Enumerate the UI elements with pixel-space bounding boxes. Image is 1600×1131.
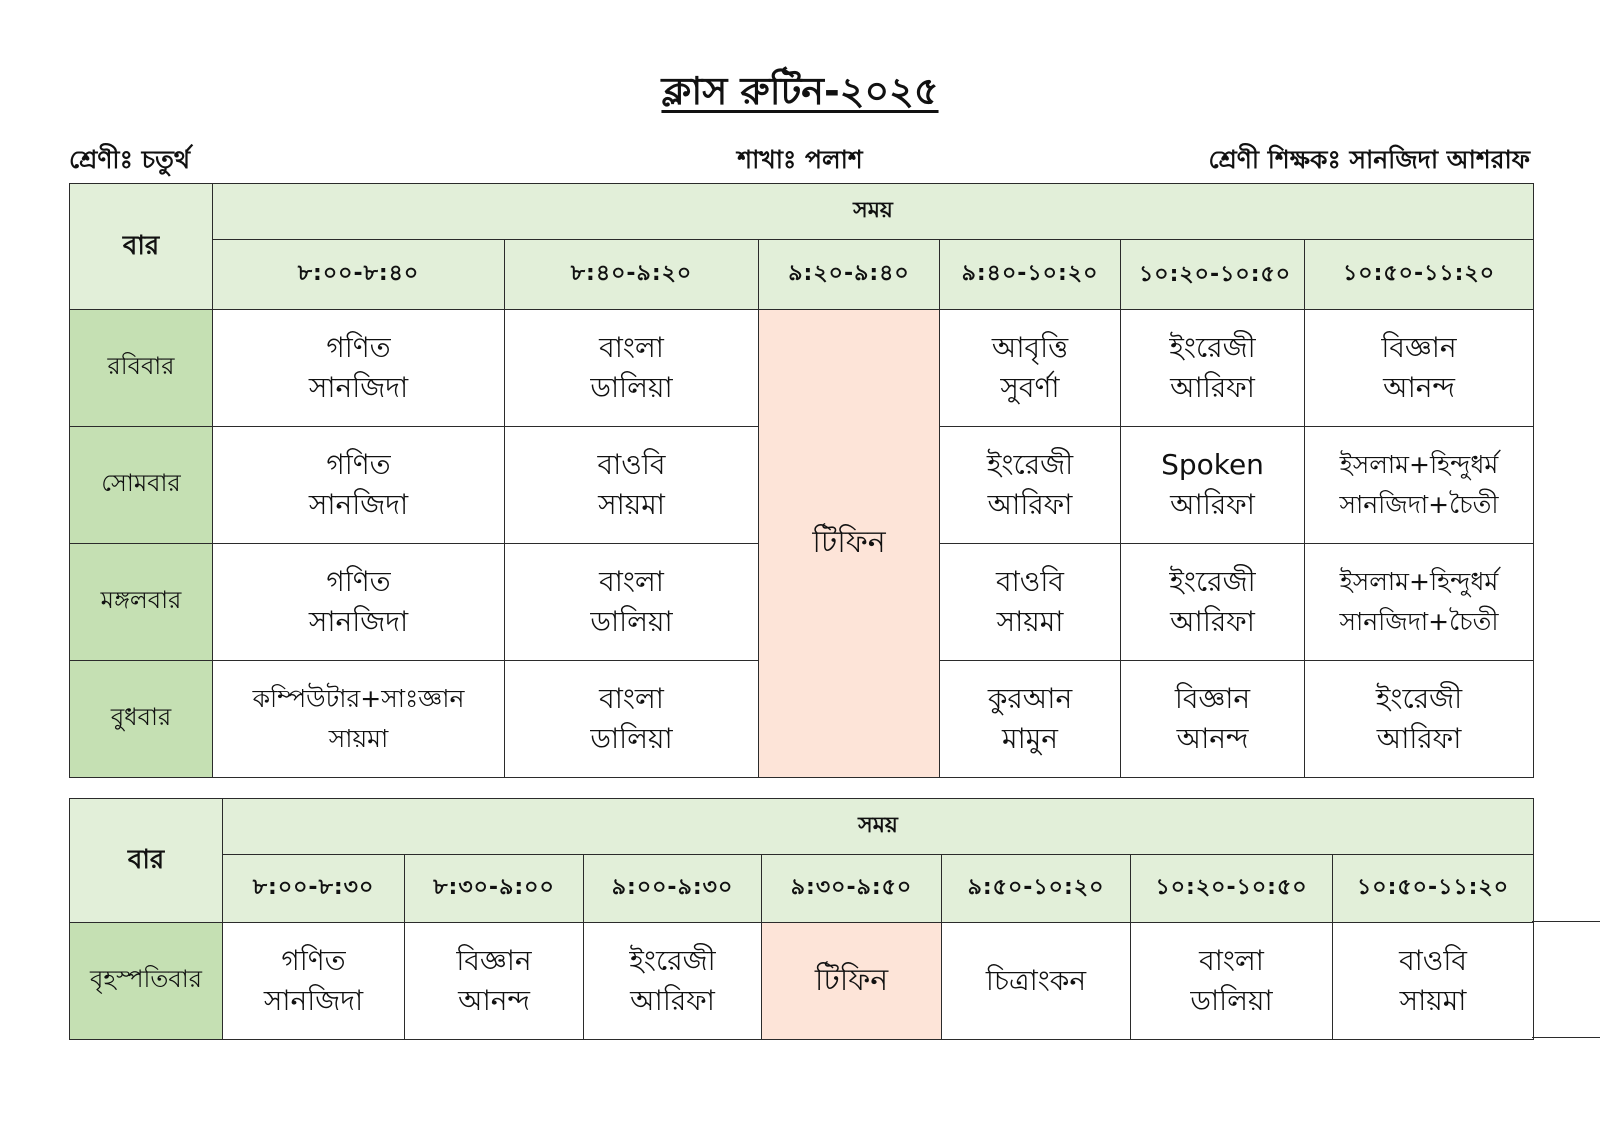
teacher: আনন্দ (1383, 371, 1455, 404)
period-cell (505, 661, 759, 778)
period-cell (505, 310, 759, 427)
time-slot-header: ১০:৫০-১১:২০ (1305, 240, 1534, 310)
subject: বাংলা (1199, 944, 1264, 977)
day-column-header: বার (70, 799, 223, 923)
period-cell (942, 923, 1131, 1040)
teacher: সানজিদা+চৈতী (1339, 490, 1499, 519)
teacher: সানজিদা (308, 605, 409, 638)
period-cell (505, 427, 759, 544)
time-slot-header: ৯:২০-৯:৪০ (759, 240, 940, 310)
period-cell (213, 427, 505, 544)
period-cell (1333, 923, 1534, 1040)
time-slot-header: ৮:০০-৮:৪০ (213, 240, 505, 310)
time-slot-header: ৮:৪০-৯:২০ (505, 240, 759, 310)
teacher: আরিফা (1170, 371, 1255, 404)
subject: ইংরেজী (1169, 331, 1256, 364)
teacher: সায়মা (1399, 984, 1467, 1017)
subject: বাংলা (599, 331, 664, 364)
period-cell (1305, 427, 1534, 544)
teacher: আনন্দ (458, 984, 530, 1017)
time-slot-header: ৮:০০-৮:৩০ (223, 855, 405, 923)
day-cell: বৃহস্পতিবার (70, 923, 223, 1040)
subject: গণিত (326, 565, 391, 598)
day-column-header: বার (70, 184, 213, 310)
day-cell: সোমবার (70, 427, 213, 544)
period-cell (213, 544, 505, 661)
teacher: ডালিয়া (590, 371, 673, 404)
time-slot-header: ৮:৩০-৯:০০ (405, 855, 584, 923)
teacher: সায়মা (598, 488, 665, 521)
day-cell: বুধবার (70, 661, 213, 778)
teacher: ডালিয়া (1190, 984, 1273, 1017)
teacher: আনন্দ (1176, 722, 1249, 755)
subject: ইংরেজী (629, 944, 716, 977)
subject: আবৃত্তি (991, 331, 1069, 364)
period-cell (505, 544, 759, 661)
teacher: আরিফা (1376, 722, 1462, 755)
subject: কুরআন (987, 682, 1073, 715)
tiffin-cell (762, 923, 942, 1040)
subject: ইসলাম+হিন্দুধর্ম (1339, 567, 1499, 596)
time-header: সময় (223, 799, 1534, 855)
day-cell: মঙ্গলবার (70, 544, 213, 661)
subject: বাওবি (996, 565, 1064, 598)
section-info: শাখাঃ পলাশ (737, 145, 863, 174)
subject: গণিত (326, 331, 391, 364)
teacher: আরিফা (1170, 488, 1255, 521)
subject: ইংরেজী (986, 448, 1074, 481)
class-teacher-info: শ্রেণী শিক্ষকঃ সানজিদা আশরাফ (1208, 145, 1530, 174)
subject: গণিত (326, 448, 391, 481)
subject: বাংলা (599, 565, 664, 598)
day-cell: রবিবার (70, 310, 213, 427)
teacher: সায়মা (328, 724, 389, 753)
time-slot-header: ৯:০০-৯:৩০ (584, 855, 762, 923)
period-cell (940, 427, 1121, 544)
subject: কম্পিউটার+সাঃজ্ঞান (252, 684, 465, 713)
period-cell (940, 544, 1121, 661)
time-header: সময় (213, 184, 1534, 240)
time-slot-header: ৯:৩০-৯:৫০ (762, 855, 942, 923)
teacher: সানজিদা+চৈতী (1339, 607, 1499, 636)
period-cell (1121, 661, 1305, 778)
subject: বিজ্ঞান (456, 944, 532, 977)
teacher: ডালিয়া (590, 722, 673, 755)
routine-table-weekdays (69, 183, 1534, 778)
period-cell (1121, 427, 1305, 544)
period-cell (584, 923, 762, 1040)
period-cell (940, 310, 1121, 427)
time-slot-header: ৯:৫০-১০:২০ (942, 855, 1131, 923)
time-slot-header: ১০:২০-১০:৫০ (1131, 855, 1333, 923)
time-slot-header: ১০:৫০-১১:২০ (1333, 855, 1534, 923)
table-overflow-border (1532, 921, 1600, 1038)
subject: বিজ্ঞান (1381, 331, 1457, 364)
class-info: শ্রেণীঃ চতুর্থ (69, 145, 191, 174)
subject: বাওবি (597, 448, 666, 481)
period-cell (1305, 310, 1534, 427)
period-cell (940, 661, 1121, 778)
subject: Spoken (1161, 448, 1264, 481)
teacher: ডালিয়া (590, 605, 673, 638)
time-slot-header: ১০:২০-১০:৫০ (1121, 240, 1305, 310)
table-row (70, 310, 1534, 427)
subject: টিফিন (814, 963, 889, 998)
teacher: সুবর্ণা (1000, 371, 1060, 404)
subject: ইংরেজী (1169, 565, 1256, 598)
teacher: সায়মা (996, 605, 1064, 638)
subject: গণিত (281, 944, 346, 977)
subject: ইসলাম+হিন্দুধর্ম (1339, 450, 1499, 479)
teacher: আরিফা (630, 984, 715, 1017)
period-cell (1131, 923, 1333, 1040)
period-cell (1121, 310, 1305, 427)
routine-table-thursday (69, 798, 1534, 1040)
subject: বাংলা (599, 682, 664, 715)
teacher: মামুন (1002, 722, 1058, 755)
time-slot-header: ৯:৪০-১০:২০ (940, 240, 1121, 310)
teacher: আরিফা (1170, 605, 1255, 638)
tiffin-cell: টিফিন (759, 310, 940, 778)
period-cell (213, 310, 505, 427)
period-cell (1305, 544, 1534, 661)
teacher: আরিফা (987, 488, 1073, 521)
period-cell (213, 661, 505, 778)
page-title: ক্লাস রুটিন-২০২৫ (661, 69, 939, 113)
subject: চিত্রাংকন (985, 964, 1087, 997)
subject: বাওবি (1399, 944, 1467, 977)
period-cell (1305, 661, 1534, 778)
period-cell (223, 923, 405, 1040)
subject: বিজ্ঞান (1174, 682, 1251, 715)
period-cell (1121, 544, 1305, 661)
teacher: সানজিদা (308, 371, 409, 404)
teacher: সানজিদা (263, 984, 364, 1017)
table-row (70, 923, 1534, 1040)
subject: ইংরেজী (1375, 682, 1463, 715)
teacher: সানজিদা (308, 488, 409, 521)
period-cell (405, 923, 584, 1040)
